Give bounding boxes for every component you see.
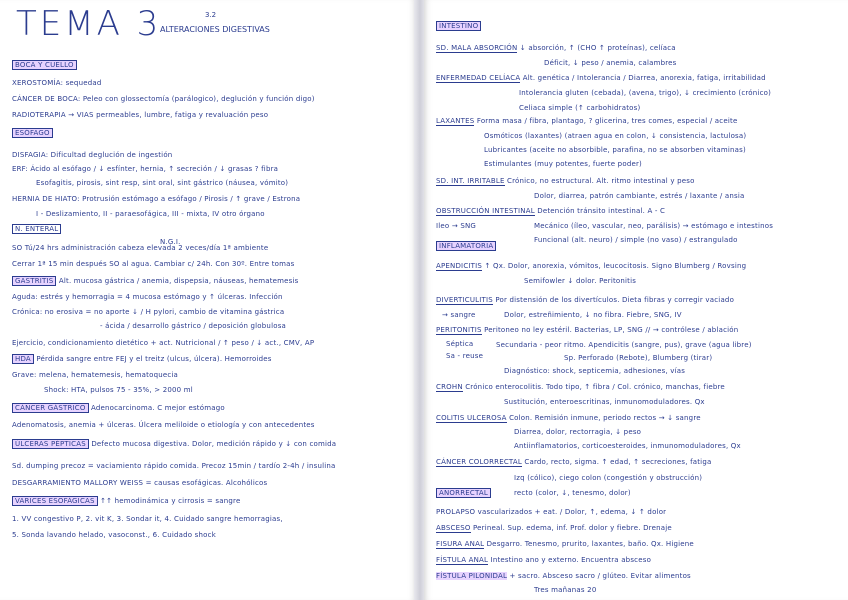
- note-line: [519, 89, 771, 97]
- note-line: [436, 540, 694, 548]
- note-line: [36, 179, 288, 187]
- note-line: [504, 311, 682, 319]
- note-line: [36, 210, 265, 218]
- note-text: PROLAPSO vascularizados + eat. / Dolor, ↑, edema, ↓ ↑ dolor: [436, 508, 667, 516]
- note-line: [436, 556, 651, 564]
- note-line: [436, 383, 725, 391]
- note-text: Celiaca simple (↑ carbohidratos): [519, 104, 641, 112]
- note-text: Alt. genética / Intolerancia / Diarrea, anorexia, fatiga, irritabilidad: [520, 74, 766, 82]
- note-line: [12, 225, 61, 233]
- note-line: [436, 262, 746, 270]
- note-text: Osmóticos (laxantes) (atraen agua en colon, ↓ consistencia, lactulosa): [484, 132, 747, 140]
- section-heading: CÁNCER COLORRECTAL: [436, 458, 522, 466]
- section-heading: ESÓFAGO: [12, 128, 53, 138]
- note-line: [436, 489, 491, 497]
- note-text: N.G.I.: [160, 238, 181, 246]
- note-text: Antiinflamatorios, corticoesteroides, inmunomoduladores, Qx: [514, 442, 741, 450]
- note-text: - ácida / desarrollo gástrico / deposición globulosa: [100, 322, 287, 330]
- note-text: Aguda: estrés y hemorragia = 4 mucosa estómago y ↑ úlceras. Infección: [12, 293, 283, 301]
- note-text: Diarrea, dolor, rectorragia, ↓ peso: [514, 428, 642, 436]
- note-line: [436, 44, 676, 52]
- note-line: [524, 277, 636, 285]
- section-heading: FÍSTULA PILONIDAL: [436, 572, 508, 580]
- note-text: Adenocarcinoma. C mejor estómago: [88, 404, 225, 412]
- note-line: [544, 59, 677, 67]
- note-text: Séptica: [446, 340, 474, 348]
- note-line: [514, 489, 631, 497]
- note-text: 5. Sonda lavando helado, vasoconst., 6. Cuidado shock: [12, 531, 216, 539]
- note-text: Detención tránsito intestinal. A - C: [534, 207, 666, 215]
- section-heading: CROHN: [436, 383, 463, 391]
- note-text: 1. VV congestivo P, 2. vit K, 3. Sondar it, 4. Cuidado sangre hemorragias,: [12, 515, 283, 523]
- note-text: Tres mañanas 20: [534, 586, 597, 594]
- note-line: [534, 222, 773, 230]
- note-text: Dolor, diarrea, patrón cambiante, estrés / laxante / ansia: [534, 192, 745, 200]
- note-text: Defecto mucosa digestiva. Dolor, medición rápido y ↓ con comida: [88, 440, 337, 448]
- note-text: DESGARRAMIENTO MALLORY WEISS = causas esofágicas. Alcohólicos: [12, 479, 268, 487]
- note-line: [12, 95, 315, 103]
- note-line: [436, 222, 476, 230]
- note-text: Intolerancia gluten (cebada), (avena, trigo), ↓ crecimiento (crónico): [519, 89, 772, 97]
- section-heading: HDA: [12, 354, 34, 364]
- note-line: [484, 146, 746, 154]
- note-line: [12, 440, 336, 448]
- note-line: [12, 111, 268, 119]
- right-page: [424, 0, 848, 600]
- note-line: [12, 129, 53, 137]
- note-line: [12, 479, 267, 487]
- section-heading: CÁNCER GÁSTRICO: [12, 403, 89, 413]
- note-text: Sa - reuse: [446, 352, 484, 360]
- note-text: Sp. Perforado (Rebote), Blumberg (tirar): [564, 354, 713, 362]
- note-text: I - Deslizamiento, II - paraesofágica, III - mixta, IV otro órgano: [36, 210, 265, 218]
- note-line: [436, 242, 496, 250]
- note-text: Crónico, no estructural. Alt. ritmo intestinal y peso: [504, 177, 695, 185]
- section-heading: N. ENTERAL: [12, 224, 61, 234]
- note-line: [12, 195, 300, 203]
- note-text: Estimulantes (muy potentes, fuerte poder): [484, 160, 642, 168]
- note-text: Por distensión de los divertículos. Dieta fibras y corregir vaciado: [492, 296, 735, 304]
- section-heading: INTESTINO: [436, 21, 481, 31]
- section-heading: ÚLCERAS PÉPTICAS: [12, 439, 89, 449]
- note-text: RADIOTERAPIA → VIAS permeables, lumbre, fatiga y revaluación peso: [12, 111, 269, 119]
- note-line: [519, 104, 640, 112]
- note-line: [504, 367, 685, 375]
- note-line: [12, 421, 315, 429]
- note-line: [514, 442, 741, 450]
- note-text: Crónico enterocolitis. Todo tipo, ↑ fibra / Col. crónico, manchas, fiebre: [462, 383, 725, 391]
- note-text: Lubricantes (aceite no absorbible, parafina, no se absorben vitaminas): [484, 146, 746, 154]
- section-heading: GASTRITIS: [12, 276, 56, 286]
- note-line: [12, 277, 299, 285]
- note-line: [534, 192, 745, 200]
- subtitle: ALTERACIONES DIGESTIVAS: [160, 25, 270, 34]
- note-text: Alt. mucosa gástrica / anemia, dispepsia, náuseas, hematemesis: [56, 277, 299, 285]
- note-line: [436, 572, 691, 580]
- note-line: [12, 515, 283, 523]
- note-text: Colon. Remisión inmune, periodo rectos → ↓ sangre: [506, 414, 701, 422]
- note-text: → sangre: [442, 311, 476, 319]
- note-text: Sd. dumping precoz = vaciamiento rápido comida. Precoz 15min / tardío 2-4h / insulina: [12, 462, 336, 470]
- note-line: [12, 293, 283, 301]
- subtitle-number: 3.2: [205, 11, 217, 19]
- note-line: [436, 508, 666, 516]
- note-line: [12, 355, 272, 363]
- note-line: [12, 165, 278, 173]
- section-heading: FISURA ANAL: [436, 540, 485, 548]
- note-line: [12, 244, 268, 252]
- note-line: [436, 117, 737, 125]
- note-text: Esofagitis, pirosis, sint resp, sint oral, sint gástrico (náusea, vómito): [36, 179, 289, 187]
- note-text: ↑↑ hemodinámica y cirrosis = sangre: [97, 497, 241, 505]
- left-page: [0, 0, 416, 600]
- note-text: Perineal. Sup. edema, inf. Prof. dolor y fiebre. Drenaje: [470, 524, 672, 532]
- note-text: Mecánico (íleo, vascular, neo, parálisis) → estómago e intestinos: [534, 222, 774, 230]
- note-text: Cardo, recto, sigma. ↑ edad, ↑ secreciones, fatiga: [521, 458, 712, 466]
- note-text: + sacro. Absceso sacro / glúteo. Evitar alimentos: [507, 572, 691, 580]
- note-line: [12, 308, 284, 316]
- section-heading: COLITIS ULCEROSA: [436, 414, 507, 422]
- note-text: Semifowler ↓ dolor. Peritonitis: [524, 277, 637, 285]
- note-text: Pérdida sangre entre FEJ y el treitz (ulcus, úlcera). Hemorroides: [33, 355, 272, 363]
- note-line: [12, 371, 178, 379]
- note-line: [12, 531, 216, 539]
- note-text: Diagnóstico: shock, septicemia, adhesiones, vías: [504, 367, 686, 375]
- note-line: [436, 414, 701, 422]
- note-text: ERF: Ácido al esófago / ↓ esfínter, hernia, ↑ secreción / ↓ grasas ? fibra: [12, 165, 279, 173]
- note-line: [12, 61, 77, 69]
- note-line: [12, 260, 295, 268]
- note-line: [484, 132, 746, 140]
- note-line: [514, 428, 641, 436]
- note-text: Dolor, estreñimiento, ↓ no fibra. Fiebre, SNG, IV: [504, 311, 682, 319]
- note-line: [12, 339, 314, 347]
- note-line: [12, 79, 102, 87]
- note-text: Ejercicio, condicionamiento dietético + act. Nutricional / ↑ peso / ↓ act., CMV, AP: [12, 339, 315, 347]
- note-line: [436, 22, 481, 30]
- note-text: Ileo → SNG: [436, 222, 477, 230]
- note-text: Peritoneo no ley estéril. Bacterias, LP, SNG // → contrólese / ablación: [481, 326, 739, 334]
- section-heading: ANORRECTAL: [436, 488, 491, 498]
- note-text: Intestino ano y externo. Encuentra absceso: [488, 556, 652, 564]
- note-line: [484, 160, 642, 168]
- note-text: SO Tú/24 hrs administración cabeza elevada 2 veces/día 1ª ambiente: [12, 244, 269, 252]
- note-text: CÁNCER DE BOCA: Peleo con glossectomía (parálogico), deglución y función digo): [12, 95, 315, 103]
- note-line: [12, 404, 225, 412]
- note-line: [534, 586, 597, 594]
- note-text: Sustitución, enteroescritinas, inmunomoduladores. Qx: [504, 398, 705, 406]
- note-text: XEROSTOMÍA: sequedad: [12, 79, 102, 87]
- note-text: Grave: melena, hematemesis, hematoquecia: [12, 371, 179, 379]
- note-line: [534, 236, 738, 244]
- note-line: [12, 462, 336, 470]
- note-line: [12, 497, 240, 505]
- note-line: [496, 341, 752, 349]
- note-text: Adenomatosis, anemia + úlceras. Úlcera meliloide o etiología y con antecedentes: [12, 421, 315, 429]
- section-heading: APENDICITIS: [436, 262, 483, 270]
- note-text: Déficit, ↓ peso / anemia, calambres: [544, 59, 677, 67]
- note-text: Cerrar 1ª 15 min después SO al agua. Cambiar c/ 24h. Con 30º. Entre tomas: [12, 260, 295, 268]
- note-line: [436, 296, 734, 304]
- note-line: [100, 322, 286, 330]
- section-heading: FÍSTULA ANAL: [436, 556, 489, 564]
- note-line: [12, 151, 172, 159]
- note-text: DISFAGIA: Dificultad deglución de ingestión: [12, 151, 173, 159]
- section-heading: INFLAMATORIA: [436, 241, 496, 251]
- note-text: ↓ absorción, ↑ (CHO ↑ proteínas), celíaca: [517, 44, 676, 52]
- note-text: Secundaria - peor ritmo. Apendicitis (sangre, pus), grave (agua libre): [496, 341, 752, 349]
- note-line: [436, 458, 711, 466]
- note-line: [436, 207, 665, 215]
- note-line: [446, 352, 483, 360]
- section-heading: DIVERTICULITIS: [436, 296, 493, 304]
- section-heading: ABSCESO: [436, 524, 471, 532]
- note-line: [446, 340, 473, 348]
- note-text: recto (color, ↓, tenesmo, dolor): [514, 489, 631, 497]
- note-line: [436, 524, 672, 532]
- section-heading: SD. INT. IRRITABLE: [436, 177, 505, 185]
- note-line: [436, 177, 695, 185]
- note-text: ↑ Qx. Dolor, anorexia, vómitos, leucocitosis. Signo Blumberg / Rovsing: [482, 262, 747, 270]
- note-text: Funcional (alt. neuro) / simple (no vaso) / estrangulado: [534, 236, 738, 244]
- note-text: Forma masa / fibra, plantago, ? glicerina, tres comes, especial / aceite: [474, 117, 738, 125]
- page-title: TEMA 3: [16, 4, 162, 44]
- note-line: [442, 311, 476, 319]
- note-line: [514, 474, 702, 482]
- note-text: Izq (cólico), ciego colon (congestión y obstrucción): [514, 474, 703, 482]
- note-text: Shock: HTA, pulsos 75 - 35%, > 2000 ml: [44, 386, 193, 394]
- note-line: [504, 398, 705, 406]
- note-text: HERNIA DE HIATO: Protrusión estómago a esófago / Pirosis / ↑ grave / Estrona: [12, 195, 301, 203]
- note-line: [436, 74, 766, 82]
- note-text: Desgarro. Tenesmo, prurito, laxantes, baño. Qx. Higiene: [484, 540, 694, 548]
- section-heading: BOCA Y CUELLO: [12, 60, 77, 70]
- section-heading: LAXANTES: [436, 117, 475, 125]
- section-heading: PERITONITIS: [436, 326, 482, 334]
- section-heading: OBSTRUCCIÓN INTESTINAL: [436, 207, 535, 215]
- section-heading: ENFERMEDAD CELÍACA: [436, 74, 521, 82]
- note-text: Crónica: no erosiva = no aporte ↓ / H pylori, cambio de vitamina gástrica: [12, 308, 285, 316]
- section-heading: SD. MALA ABSORCIÓN: [436, 44, 518, 52]
- section-heading: VARICES ESOFÁGICAS: [12, 496, 98, 506]
- note-line: [564, 354, 712, 362]
- note-line: [436, 326, 738, 334]
- note-line: [44, 386, 193, 394]
